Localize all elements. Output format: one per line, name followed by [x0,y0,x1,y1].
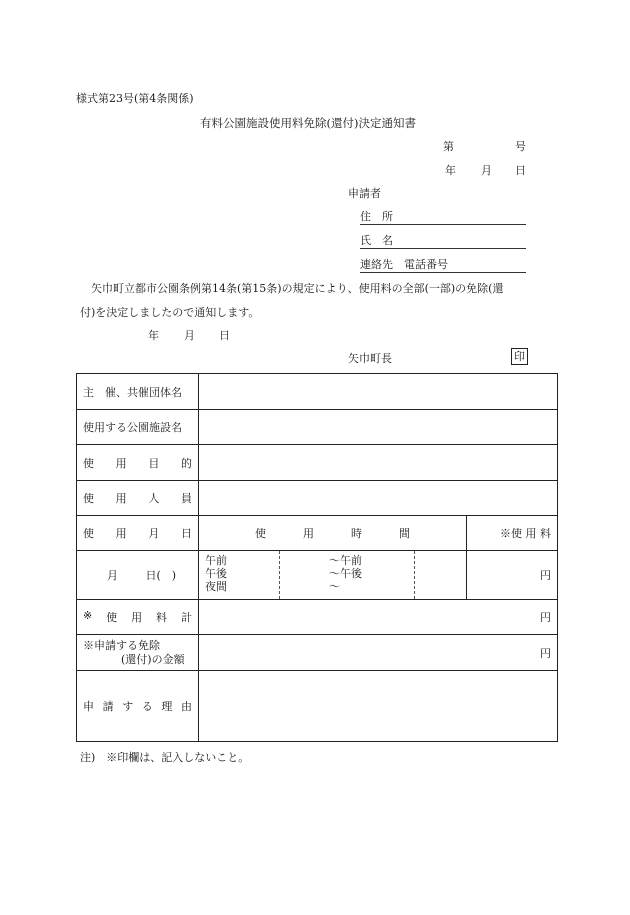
applicant-address-label: 住 所 [360,210,393,223]
total-fee-label: ※ 使 用 料 計 [77,600,199,635]
total-fee-field[interactable]: 円 [199,600,558,635]
usage-date-field[interactable]: 月 日( ) [77,551,199,600]
exemption-amount-label: ※申請する免除 (還付)の金額 [77,635,199,671]
footnote: 注) ※印欄は、記入しないこと。 [80,751,250,764]
form-number: 様式第23号(第4条関係) [76,92,194,105]
usage-date-header: 使 用 月 日 [77,516,199,551]
notice-number-suffix: 号 [515,140,526,153]
header-date-day: 日 [515,164,526,177]
body-date-day: 日 [219,329,230,342]
facility-row [77,410,558,445]
exemption-amount-field[interactable]: 円 [199,635,558,671]
reason-row [77,671,558,742]
people-field[interactable] [199,481,558,516]
reason-label: 申 請 す る 理 由 [77,671,199,742]
seal-mark: 印 [511,348,528,365]
document-title: 有料公園施設使用料免除(還付)決定通知書 [200,116,416,130]
notice-number-prefix: 第 [443,140,454,153]
body-date-month: 月 [184,329,195,342]
applicant-name-label: 氏 名 [360,234,393,247]
usage-time-header: 使 用 時 間 [199,516,467,551]
header-date-month: 月 [481,164,492,177]
applicant-name-line [360,232,526,249]
time-divider-2 [414,551,415,599]
applicant-contact-label: 連絡先 電話番号 [360,258,448,271]
people-row [77,481,558,516]
body-text-line-1: 矢巾町立都市公園条例第14条(第15条)の規定により、使用料の全部(一部)の免除(還 [91,282,504,295]
usage-time-field[interactable] [199,551,467,600]
organizer-row [77,374,558,410]
body-text-line-2: 付)を決定しましたので通知します。 [80,306,260,319]
reason-field[interactable] [199,671,558,742]
purpose-field[interactable] [199,445,558,481]
body-date-year: 年 [148,329,159,342]
usage-detail-row [77,551,558,600]
application-table [76,373,558,742]
usage-fee-header: ※使 用 料 [467,516,558,551]
time-start-periods: 午前 午後 夜間 [205,554,227,593]
purpose-label: 使 用 目 的 [77,445,199,481]
applicant-heading: 申請者 [348,187,381,200]
organizer-label: 主 催、共催団体名 [77,374,199,410]
time-end-periods: ～午前 ～午後 ～ [329,554,362,593]
facility-field[interactable] [199,410,558,445]
exemption-amount-row [77,635,558,671]
applicant-contact-line [360,256,526,273]
issuer-name: 矢巾町長 [348,352,392,365]
usage-fee-field[interactable]: 円 [467,551,558,600]
organizer-field[interactable] [199,374,558,410]
applicant-address-line [360,208,526,225]
facility-label: 使用する公園施設名 [77,410,199,445]
time-divider-1 [279,551,280,599]
usage-header-row [77,516,558,551]
total-fee-row [77,600,558,635]
header-date-year: 年 [445,164,456,177]
purpose-row [77,445,558,481]
people-label: 使 用 人 員 [77,481,199,516]
